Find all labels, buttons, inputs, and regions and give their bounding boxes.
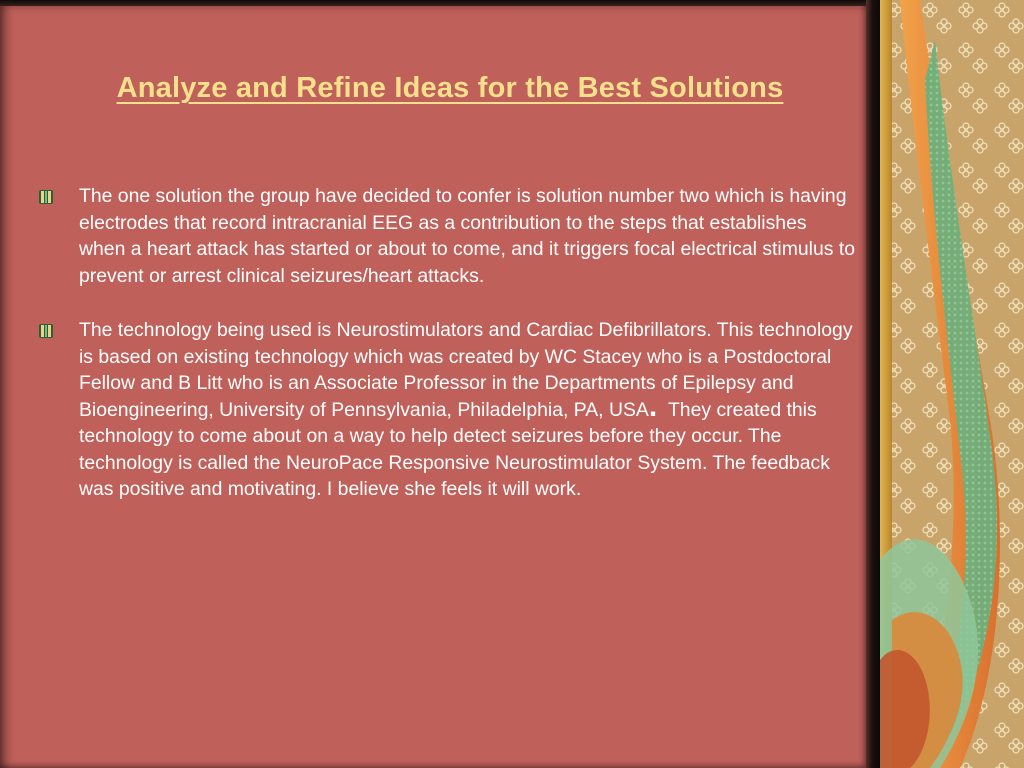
bullet-text-dot: . [648, 389, 658, 423]
bullet-text: They created this technology to come about on a way to help detect seizures before they occur. The technology is called the NeuroPace Responsive Neurostimulator System. The feedback was positive and motivating. I believe she feels it will work. [79, 398, 830, 500]
bullet-text: The technology being used is Neurostimulators and Cardiac Defibrillators. This technology is based on existing technology which was created by WC Stacey who is a Postdoctoral Fellow and B Litt who is an Associate Professor in the Departments of Epilepsy and Bioengineering, University of Pennsylvania, Philadelphia, PA, USA [79, 319, 853, 421]
frame-right-edge [866, 0, 880, 768]
striped-bullet-icon [38, 189, 54, 205]
bullet-item [38, 317, 858, 503]
decorative-floral-panel [880, 0, 1024, 768]
slide-title: Analyze and Refine Ideas for the Best Solutions [116, 72, 784, 104]
bullet-list [38, 183, 858, 503]
frame-top-edge [0, 0, 880, 6]
bullet-item [38, 183, 858, 289]
bullet-text: The one solution the group have decided to confer is solution number two which is having electrodes that record intracranial EEG as a contribution to the steps that establishes when a heart attack has started or about to come, and it triggers focal electrical stimulus to prevent or arrest clinical seizures/heart attacks. [79, 185, 856, 287]
striped-bullet-icon [38, 323, 54, 339]
